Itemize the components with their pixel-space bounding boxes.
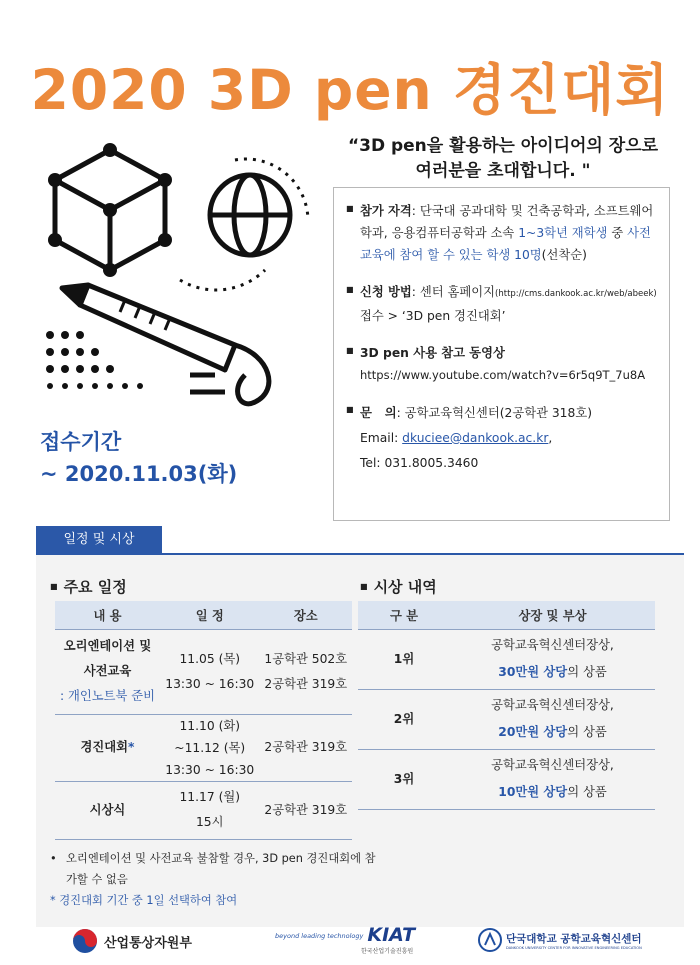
square-bullet-icon: ■ <box>50 582 58 591</box>
dku-emblem-icon <box>478 928 502 952</box>
quote-line-1: “3D pen을 활용하는 아이디어의 장으로 <box>347 136 659 156</box>
table-row <box>55 629 352 714</box>
poster-title: 2020 3D pen 경진대회 <box>30 58 670 122</box>
award-amount: 10만원 상당 <box>498 785 568 799</box>
schedule-place <box>260 629 353 714</box>
award-prize <box>450 749 655 809</box>
motie-name: 산업통상자원부 <box>104 935 192 951</box>
award-rank: 3위 <box>358 749 450 809</box>
schedule-place-1: 1공학관 502호 <box>264 651 348 666</box>
schedule-date-1: 11.17 (월) <box>179 790 241 804</box>
award-suffix: 의 상품 <box>567 725 607 739</box>
schedule-time: 13:30 ~ 16:30 <box>165 676 255 691</box>
awards-table <box>358 601 655 810</box>
schedule-header-date: 일 정 <box>160 601 260 629</box>
award-suffix: 의 상품 <box>567 665 607 679</box>
square-bullet-icon: ■ <box>346 204 354 213</box>
contact-label: 문 의 <box>360 406 397 420</box>
schedule-date-1: 11.05 (목) <box>179 651 241 666</box>
schedule-item-name-2: 사전교육 <box>83 664 132 678</box>
eligibility-text-3: (선착순) <box>541 248 587 262</box>
schedule-date-2: ~11.12 (목) <box>174 740 246 755</box>
dku-logo <box>478 928 642 952</box>
schedule-time: 15시 <box>195 815 224 829</box>
schedule-header-row <box>55 601 352 629</box>
video-url[interactable]: https://www.youtube.com/watch?v=6r5q9T_7u8A <box>360 368 646 382</box>
apply-label: 신청 방법 <box>360 285 412 299</box>
notes <box>50 848 380 911</box>
schedule-date <box>160 629 260 714</box>
deadline-label: 접수기간 <box>40 430 122 454</box>
awards-heading-text: 시상 내역 <box>373 578 437 596</box>
schedule-item <box>55 714 160 781</box>
square-bullet-icon: ■ <box>346 405 354 414</box>
footer-logos <box>0 922 700 962</box>
award-amount: 20만원 상당 <box>498 725 568 739</box>
apply-url[interactable]: (http://cms.dankook.ac.kr/web/abeek) <box>495 289 657 299</box>
schedule-date-1: 11.10 (화) <box>179 718 241 733</box>
3d-pen-illustration <box>30 120 320 410</box>
bullet-dot-icon: • <box>50 852 57 865</box>
apply-path: 접수 > ‘3D pen 경진대회’ <box>360 309 506 323</box>
award-rank: 2위 <box>358 689 450 749</box>
eligibility-grade: 1~3학년 재학생 <box>518 226 608 240</box>
schedule-item <box>55 629 160 714</box>
award-prize <box>450 629 655 689</box>
apply-item <box>346 281 659 327</box>
schedule-header-place: 장소 <box>260 601 353 629</box>
schedule-header-content: 내 용 <box>55 601 160 629</box>
award-amount: 30만원 상당 <box>498 665 568 679</box>
schedule-item: 시상식 <box>55 781 160 839</box>
table-row <box>55 714 352 781</box>
invitation-quote <box>318 134 688 184</box>
schedule-date <box>160 781 260 839</box>
schedule-table <box>55 601 352 840</box>
eligibility-label: 참가 자격 <box>360 204 412 218</box>
square-bullet-icon: ■ <box>346 346 354 355</box>
table-row <box>358 749 655 809</box>
email-label: Email: <box>360 431 403 445</box>
eligibility-condition: 사전교육에 참여 할 수 있는 학생 10명 <box>360 226 651 262</box>
award-title: 공학교육혁신센터장상, <box>491 698 614 712</box>
section-tab: 일정 및 시상 <box>36 526 162 553</box>
square-bullet-icon: ■ <box>360 582 368 591</box>
schedule-place-2: 2공학관 319호 <box>264 676 348 691</box>
quote-line-2: 여러분을 초대합니다. " <box>415 161 591 181</box>
dku-subtitle: DANKOOK UNIVERSITY CENTER FOR INNOVATIVE ENGINEERING EDUCATION <box>506 945 642 950</box>
award-title: 공학교육혁신센터장상, <box>491 638 614 652</box>
schedule-date <box>160 714 260 781</box>
awards-header-rank: 구 분 <box>358 601 450 629</box>
motie-logo <box>72 928 192 954</box>
contact-text: : 공학교육혁신센터(2공학관 318호) <box>396 406 593 420</box>
schedule-item-name: 경진대회 <box>80 740 129 754</box>
kiat-tagline: beyond leading technology <box>275 932 364 940</box>
email-suffix: , <box>548 431 553 445</box>
deadline <box>40 426 237 490</box>
asterisk-mark: * <box>128 740 135 754</box>
kiat-subtitle: 한국산업기술진흥원 <box>361 948 414 955</box>
kiat-logo <box>275 924 415 955</box>
dku-name: 단국대학교 공학교육혁신센터 <box>506 932 642 945</box>
schedule-time: 13:30 ~ 16:30 <box>165 762 255 777</box>
award-title: 공학교육혁신센터장상, <box>491 758 614 772</box>
award-prize <box>450 689 655 749</box>
table-row <box>358 629 655 689</box>
table-row <box>358 689 655 749</box>
apply-text: : 센터 홈페이지 <box>411 285 496 299</box>
tel-text: Tel: 031.8005.3460 <box>360 456 479 470</box>
awards-header-row <box>358 601 655 629</box>
award-suffix: 의 상품 <box>567 785 607 799</box>
schedule-item-name: 오리엔테이션 및 <box>63 639 152 653</box>
schedule-heading <box>50 576 127 597</box>
eligibility-text-2: 중 <box>607 226 628 240</box>
video-item <box>346 342 659 386</box>
deadline-date: ~ 2020.11.03(화) <box>40 462 238 486</box>
contact-item <box>346 401 659 476</box>
award-rank: 1위 <box>358 629 450 689</box>
eligibility-text-1: : 단국대 공과대학 및 건축공학과, 소프트웨어학과, 응용컴퓨터공학과 소속 <box>360 204 654 240</box>
table-row <box>55 781 352 839</box>
email-link[interactable]: dkuciee@dankook.ac.kr <box>402 431 549 445</box>
info-box <box>333 187 670 521</box>
awards-heading <box>360 576 437 597</box>
schedule-place: 2공학관 319호 <box>260 714 353 781</box>
kiat-wordmark: KIAT <box>367 924 416 946</box>
schedule-heading-text: 주요 일정 <box>63 578 127 596</box>
note-1-text: 오리엔테이션 및 사전교육 불참할 경우, 3D pen 경진대회에 참가할 수 없음 <box>66 852 376 886</box>
awards-header-prize: 상장 및 부상 <box>450 601 655 629</box>
note-1 <box>50 848 380 890</box>
square-bullet-icon: ■ <box>346 285 354 294</box>
video-label: 3D pen 사용 참고 동영상 <box>360 346 505 360</box>
taegeuk-icon <box>72 928 98 954</box>
schedule-item-note: : 개인노트북 준비 <box>59 689 156 703</box>
schedule-place: 2공학관 319호 <box>260 781 353 839</box>
eligibility-item <box>346 200 659 266</box>
note-2: * 경진대회 기간 중 1일 선택하여 참여 <box>50 894 238 907</box>
